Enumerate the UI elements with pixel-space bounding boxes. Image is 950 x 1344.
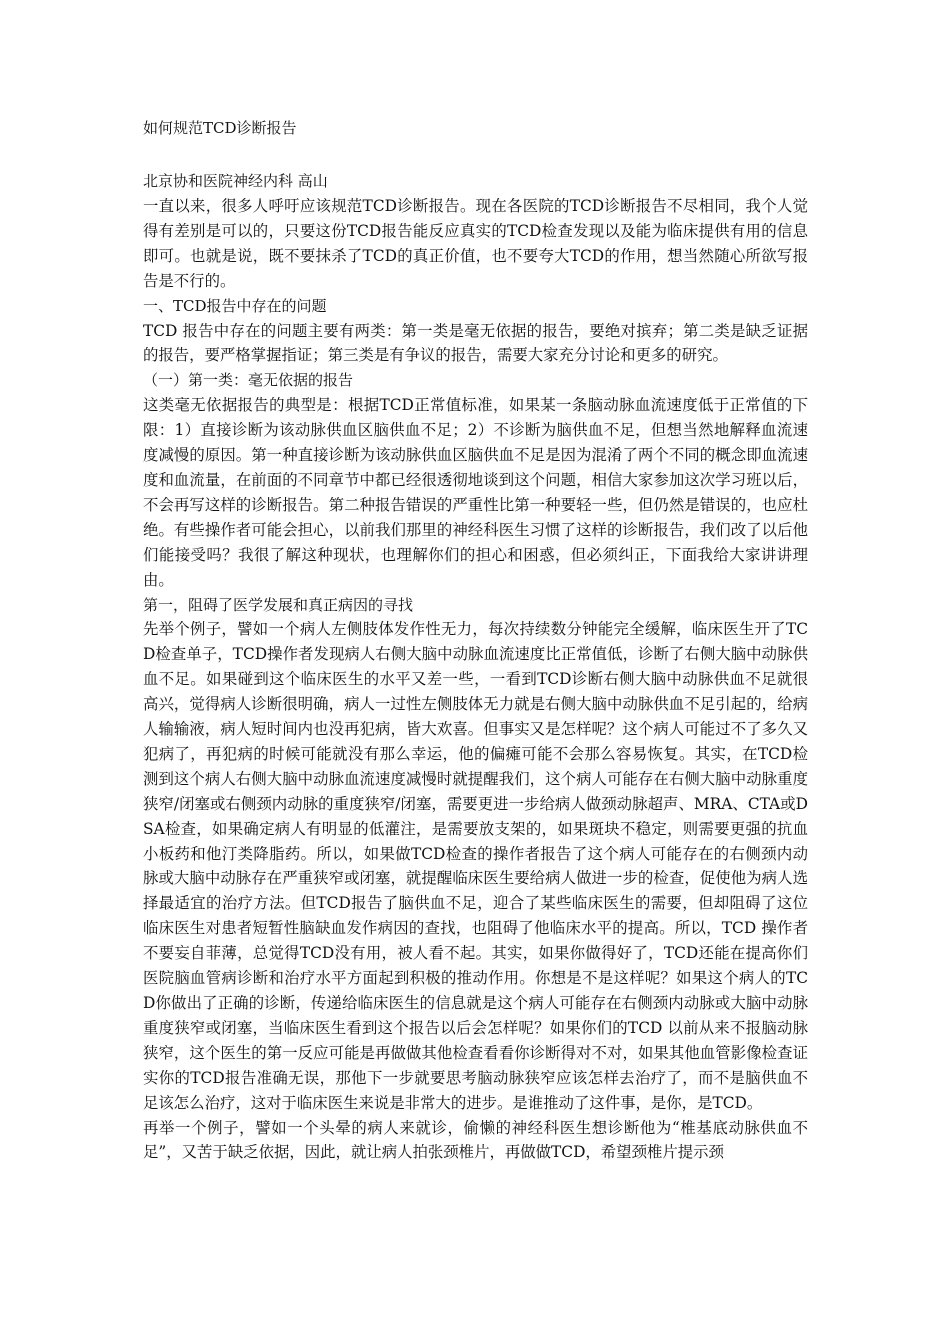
- document-page: [143, 116, 808, 1165]
- paragraph-example-one: 先举个例子，譬如一个病人左侧肢体发作性无力，每次持续数分钟能完全缓解，临床医生开了TCD检查单子，TCD操作者发现病人右侧大脑中动脉血流速度比正常值低，诊断了右侧大脑中动脉供血不足。如果碰到这个临床医生的水平又差一些，一看到TCD诊断右侧大脑中动脉供血不足就很高兴，觉得病人诊断很明确，病人一过性左侧肢体无力就是右侧大脑中动脉供血不足引起的，给病人输输液，病人短时间内也没再犯病，皆大欢喜。但事实又是怎样呢？这个病人可能过不了多久又犯病了，再犯病的时候可能就没有那么幸运，他的偏瘫可能不会那么容易恢复。其实，在TCD检测到这个病人右侧大脑中动脉血流速度减慢时就提醒我们，这个病人可能存在右侧大脑中动脉重度狭窄/闭塞或右侧颈内动脉的重度狭窄/闭塞，需要更进一步给病人做颈动脉超声、MRA、CTA或DSA检查，如果确定病人有明显的低灌注，是需要放支架的，如果斑块不稳定，则需要更强的抗血小板药和他汀类降脂药。所以，如果做TCD检查的操作者报告了这个病人可能存在的右侧颈内动脉或大脑中动脉存在严重狭窄或闭塞，就提醒临床医生要给病人做进一步的检查，促使他为病人选择最适宜的治疗方法。但TCD报告了脑供血不足，迎合了某些临床医生的需要，但却阻碍了这位临床医生对患者短暂性脑缺血发作病因的查找，也阻碍了他临床水平的提高。所以，TCD 操作者不要妄自菲薄，总觉得TCD没有用，被人看不起。其实，如果你做得好了，TCD还能在提高你们医院脑血管病诊断和治疗水平方面起到积极的推动作用。你想是不是这样呢？如果这个病人的TCD你做出了正确的诊断，传递给临床医生的信息就是这个病人可能存在右侧颈内动脉或大脑中动脉重度狭窄或闭塞，当临床医生看到这个报告以后会怎样呢？如果你们的TCD 以前从来不报脑动脉狭窄，这个医生的第一反应可能是再做做其他检查看看你诊断得对不对，如果其他血管影像检查证实你的TCD报告准确无误，那他下一步就要思考脑动脉狭窄应该怎样去治疗了，而不是脑供血不足该怎么治疗，这对于临床医生来说是非常大的进步。是谁推动了这件事，是你，是TCD。: [143, 620, 808, 1112]
- subsection-heading-type-one: （一）第一类：毫无依据的报告: [143, 371, 354, 390]
- section-heading-problems: 一、TCD报告中存在的问题: [143, 296, 327, 315]
- spacer: [143, 141, 808, 168]
- paragraph-problem-types: TCD 报告中存在的问题主要有两类：第一类是毫无依据的报告，要绝对摈弃；第二类是缺乏证据的报告，要严格掌握指证；第三类是有争议的报告，需要大家充分讨论和更多的研究。: [143, 321, 808, 365]
- author-line: 北京协和医院神经内科 高山: [143, 172, 328, 190]
- document-title: 如何规范TCD诊断报告: [143, 119, 297, 137]
- paragraph-type-one: 这类毫无依据报告的典型是：根据TCD正常值标准，如果某一条脑动脉血流速度低于正常值的下限：1）直接诊断为该动脉供血区脑供血不足；2）不诊断为脑供血不足，但想当然地解释血流速度减慢的原因。第一种直接诊断为该动脉供血区脑供血不足是因为混淆了两个不同的概念即血流速度和血流量，在前面的不同章节中都已经很透彻地谈到这个问题，相信大家参加这次学习班以后，不会再写这样的诊断报告。第二种报告错误的严重性比第一种要轻一些，但仍然是错误的，也应杜绝。有些操作者可能会担心，以前我们那里的神经科医生习惯了这样的诊断报告，我们改了以后他们能接受吗？我很了解这种现状，也理解你们的担心和困惑，但必须纠正，下面我给大家讲讲理由。: [143, 396, 808, 589]
- paragraph-example-two: 再举一个例子，譬如一个头晕的病人来就诊，偷懒的神经科医生想诊断他为“椎基底动脉供血不足”，又苦于缺乏依据，因此，就让病人拍张颈椎片，再做做TCD，希望颈椎片提示颈: [143, 1118, 808, 1162]
- point-heading-first: 第一，阻碍了医学发展和真正病因的寻找: [143, 595, 414, 614]
- paragraph-intro: 一直以来，很多人呼吁应该规范TCD诊断报告。现在各医院的TCD诊断报告不尽相同，我个人觉得有差别是可以的，只要这份TCD报告能反应真实的TCD检查发现以及能为临床提供有用的信息即可。也就是说，既不要抹杀了TCD的真正价值，也不要夸大TCD的作用，想当然随心所欲写报告是不行的。: [143, 197, 808, 290]
